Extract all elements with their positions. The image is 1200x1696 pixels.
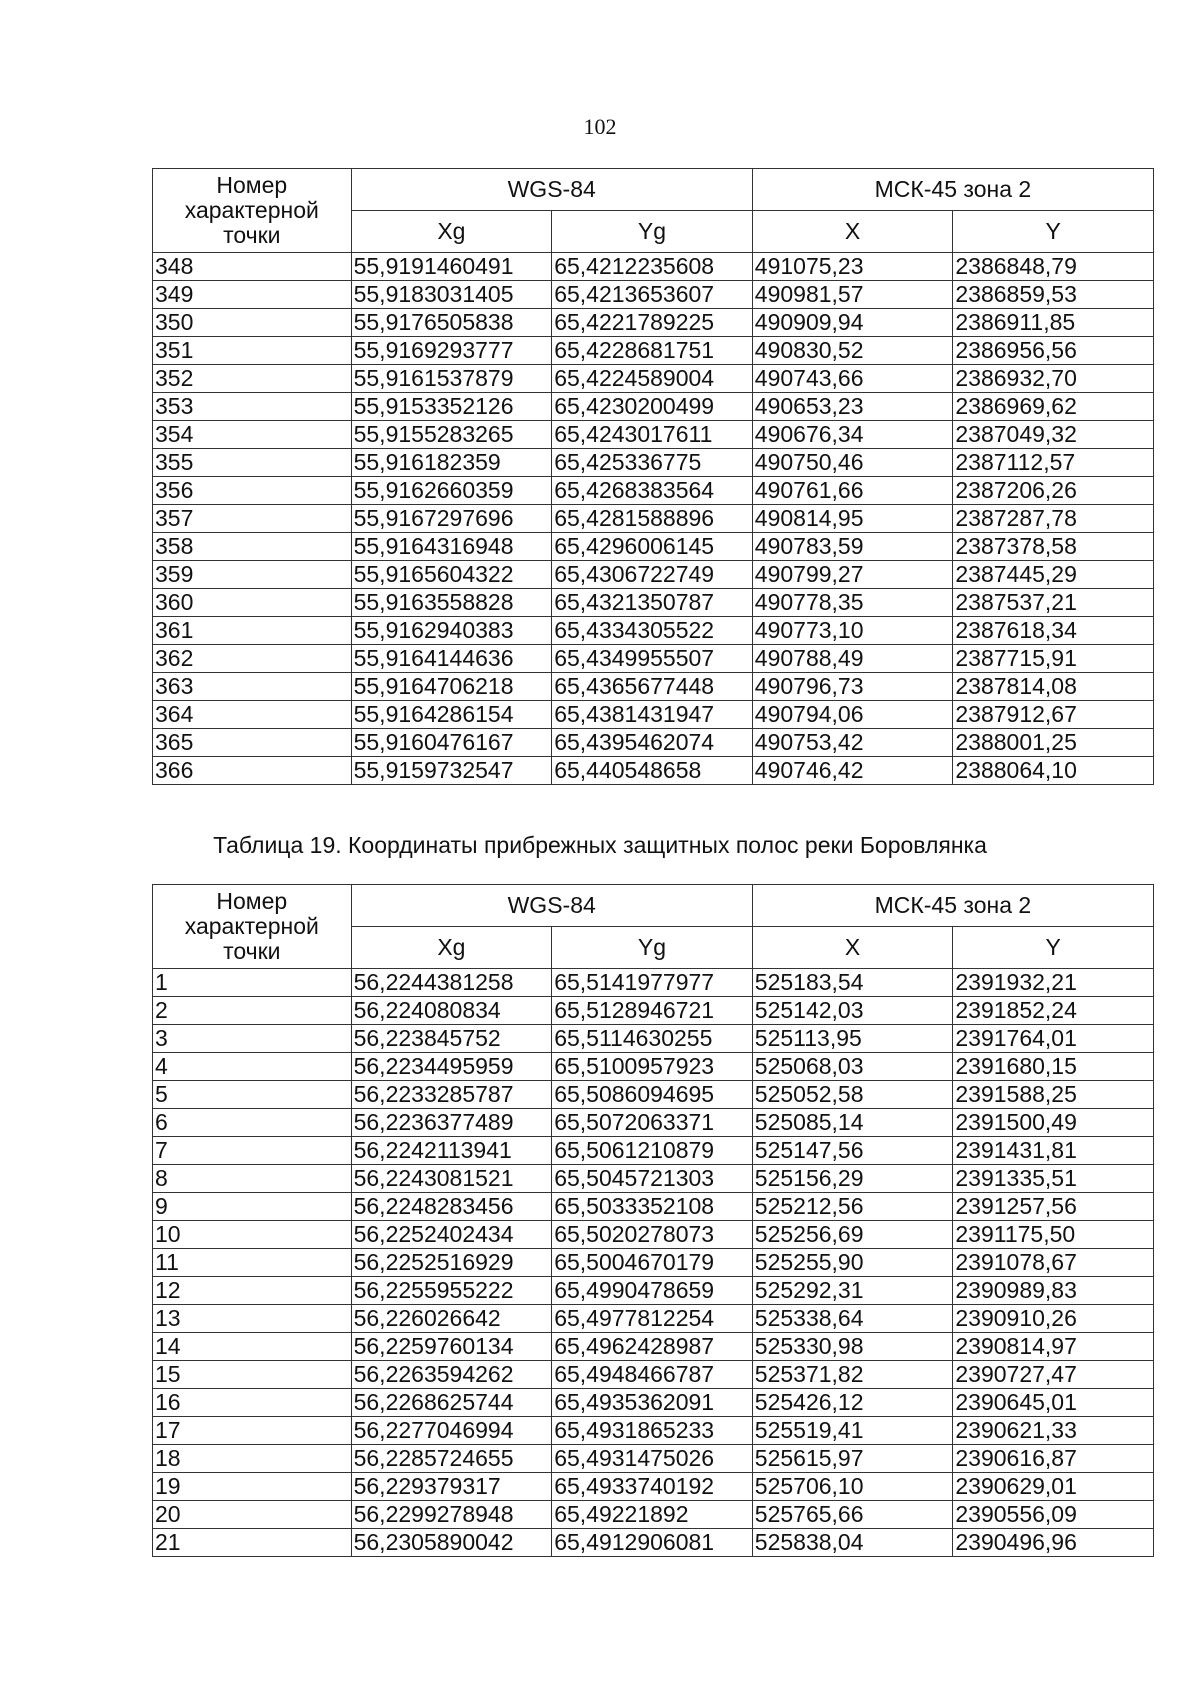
point-number-cell: 361 [153, 617, 352, 645]
x-cell: 490773,10 [752, 617, 953, 645]
xg-cell: 56,2233285787 [351, 1081, 552, 1109]
header-y: Y [953, 211, 1154, 253]
table-row [153, 505, 1154, 533]
y-cell: 2387537,21 [953, 589, 1154, 617]
x-cell: 490743,66 [752, 365, 953, 393]
header-x: X [752, 927, 953, 969]
yg-cell: 65,4931865233 [552, 1417, 753, 1445]
xg-cell: 55,9169293777 [351, 337, 552, 365]
x-cell: 490788,49 [752, 645, 953, 673]
yg-cell: 65,5072063371 [552, 1109, 753, 1137]
point-number-cell: 349 [153, 281, 352, 309]
point-number-cell: 356 [153, 477, 352, 505]
page-number: 102 [583, 114, 617, 139]
y-cell: 2391932,21 [953, 969, 1154, 997]
table-row [153, 309, 1154, 337]
x-cell: 525615,97 [752, 1445, 953, 1473]
xg-cell: 56,2252516929 [351, 1249, 552, 1277]
y-cell: 2387206,26 [953, 477, 1154, 505]
point-number-cell: 18 [153, 1445, 352, 1473]
point-number-cell: 363 [153, 673, 352, 701]
header-xg: Xg [351, 927, 552, 969]
header-y: Y [953, 927, 1154, 969]
header-xg: Xg [351, 211, 552, 253]
yg-cell: 65,4381431947 [552, 701, 753, 729]
point-number-cell: 350 [153, 309, 352, 337]
table-row [153, 1109, 1154, 1137]
point-number-cell: 365 [153, 729, 352, 757]
y-cell: 2387112,57 [953, 449, 1154, 477]
yg-cell: 65,4213653607 [552, 281, 753, 309]
y-cell: 2387287,78 [953, 505, 1154, 533]
table-row [153, 997, 1154, 1025]
table-row [153, 533, 1154, 561]
y-cell: 2386859,53 [953, 281, 1154, 309]
y-cell: 2386848,79 [953, 253, 1154, 281]
table-row [153, 561, 1154, 589]
yg-cell: 65,4990478659 [552, 1277, 753, 1305]
yg-cell: 65,4365677448 [552, 673, 753, 701]
xg-cell: 56,2236377489 [351, 1109, 552, 1137]
point-number-cell: 355 [153, 449, 352, 477]
y-cell: 2387715,91 [953, 645, 1154, 673]
x-cell: 525156,29 [752, 1165, 953, 1193]
table-row [153, 1249, 1154, 1277]
yg-cell: 65,5128946721 [552, 997, 753, 1025]
x-cell: 490796,73 [752, 673, 953, 701]
y-cell: 2390556,09 [953, 1501, 1154, 1529]
header-yg: Yg [552, 211, 753, 253]
header-yg: Yg [552, 927, 753, 969]
y-cell: 2391680,15 [953, 1053, 1154, 1081]
yg-cell: 65,4334305522 [552, 617, 753, 645]
xg-cell: 56,2248283456 [351, 1193, 552, 1221]
x-cell: 525147,56 [752, 1137, 953, 1165]
table-row [153, 1165, 1154, 1193]
xg-cell: 55,9159732547 [351, 757, 552, 785]
x-cell: 525838,04 [752, 1529, 953, 1557]
xg-cell: 55,9176505838 [351, 309, 552, 337]
xg-cell: 55,9163558828 [351, 589, 552, 617]
table-row [153, 673, 1154, 701]
x-cell: 525142,03 [752, 997, 953, 1025]
point-number-cell: 13 [153, 1305, 352, 1333]
point-number-cell: 16 [153, 1389, 352, 1417]
xg-cell: 56,226026642 [351, 1305, 552, 1333]
x-cell: 490794,06 [752, 701, 953, 729]
xg-cell: 56,2299278948 [351, 1501, 552, 1529]
table-row [153, 1445, 1154, 1473]
y-cell: 2390496,96 [953, 1529, 1154, 1557]
yg-cell: 65,4212235608 [552, 253, 753, 281]
y-cell: 2390616,87 [953, 1445, 1154, 1473]
x-cell: 491075,23 [752, 253, 953, 281]
x-cell: 525085,14 [752, 1109, 953, 1137]
xg-cell: 56,2243081521 [351, 1165, 552, 1193]
y-cell: 2387618,34 [953, 617, 1154, 645]
point-number-cell: 8 [153, 1165, 352, 1193]
yg-cell: 65,5100957923 [552, 1053, 753, 1081]
y-cell: 2391764,01 [953, 1025, 1154, 1053]
table-row [153, 1137, 1154, 1165]
header-x: X [752, 211, 953, 253]
xg-cell: 56,2252402434 [351, 1221, 552, 1249]
x-cell: 525338,64 [752, 1305, 953, 1333]
x-cell: 525519,41 [752, 1417, 953, 1445]
x-cell: 490814,95 [752, 505, 953, 533]
y-cell: 2386932,70 [953, 365, 1154, 393]
xg-cell: 56,2305890042 [351, 1529, 552, 1557]
xg-cell: 55,9161537879 [351, 365, 552, 393]
table-row [153, 393, 1154, 421]
x-cell: 525052,58 [752, 1081, 953, 1109]
xg-cell: 56,2244381258 [351, 969, 552, 997]
yg-cell: 65,4948466787 [552, 1361, 753, 1389]
table-row [153, 1501, 1154, 1529]
yg-cell: 65,4912906081 [552, 1529, 753, 1557]
point-number-cell: 353 [153, 393, 352, 421]
xg-cell: 56,2285724655 [351, 1445, 552, 1473]
point-number-cell: 17 [153, 1417, 352, 1445]
point-number-cell: 359 [153, 561, 352, 589]
xg-cell: 56,2259760134 [351, 1333, 552, 1361]
y-cell: 2386956,56 [953, 337, 1154, 365]
table-row [153, 281, 1154, 309]
point-number-cell: 352 [153, 365, 352, 393]
table-row [153, 421, 1154, 449]
y-cell: 2387378,58 [953, 533, 1154, 561]
xg-cell: 55,9164286154 [351, 701, 552, 729]
yg-cell: 65,4281588896 [552, 505, 753, 533]
point-number-cell: 358 [153, 533, 352, 561]
y-cell: 2387049,32 [953, 421, 1154, 449]
x-cell: 490676,34 [752, 421, 953, 449]
x-cell: 490653,23 [752, 393, 953, 421]
x-cell: 525371,82 [752, 1361, 953, 1389]
xg-cell: 55,9153352126 [351, 393, 552, 421]
point-number-cell: 366 [153, 757, 352, 785]
table-row [153, 1361, 1154, 1389]
x-cell: 490799,27 [752, 561, 953, 589]
coordinates-table-1 [152, 168, 1154, 785]
yg-cell: 65,4977812254 [552, 1305, 753, 1333]
table-row [153, 1333, 1154, 1361]
table-row [153, 757, 1154, 785]
x-cell: 490981,57 [752, 281, 953, 309]
xg-cell: 55,9164144636 [351, 645, 552, 673]
xg-cell: 55,9164316948 [351, 533, 552, 561]
x-cell: 525330,98 [752, 1333, 953, 1361]
table-row [153, 449, 1154, 477]
yg-cell: 65,5033352108 [552, 1193, 753, 1221]
point-number-cell: 2 [153, 997, 352, 1025]
yg-cell: 65,5045721303 [552, 1165, 753, 1193]
xg-cell: 55,916182359 [351, 449, 552, 477]
point-number-cell: 12 [153, 1277, 352, 1305]
x-cell: 525765,66 [752, 1501, 953, 1529]
y-cell: 2386911,85 [953, 309, 1154, 337]
coordinates-table-2 [152, 884, 1154, 1557]
table-row [153, 477, 1154, 505]
point-number-cell: 10 [153, 1221, 352, 1249]
table-row [153, 1025, 1154, 1053]
y-cell: 2387814,08 [953, 673, 1154, 701]
point-number-cell: 351 [153, 337, 352, 365]
x-cell: 525255,90 [752, 1249, 953, 1277]
y-cell: 2386969,62 [953, 393, 1154, 421]
xg-cell: 56,2263594262 [351, 1361, 552, 1389]
y-cell: 2390645,01 [953, 1389, 1154, 1417]
yg-cell: 65,4230200499 [552, 393, 753, 421]
point-number-cell: 357 [153, 505, 352, 533]
x-cell: 490783,59 [752, 533, 953, 561]
xg-cell: 56,2234495959 [351, 1053, 552, 1081]
y-cell: 2387912,67 [953, 701, 1154, 729]
x-cell: 525292,31 [752, 1277, 953, 1305]
xg-cell: 55,9165604322 [351, 561, 552, 589]
yg-cell: 65,5141977977 [552, 969, 753, 997]
point-number-cell: 354 [153, 421, 352, 449]
y-cell: 2391588,25 [953, 1081, 1154, 1109]
point-number-cell: 1 [153, 969, 352, 997]
yg-cell: 65,4243017611 [552, 421, 753, 449]
xg-cell: 55,9160476167 [351, 729, 552, 757]
table-row [153, 617, 1154, 645]
header-point-number: Номер характерной точки [153, 885, 352, 969]
point-number-cell: 20 [153, 1501, 352, 1529]
x-cell: 525183,54 [752, 969, 953, 997]
xg-cell: 56,2255955222 [351, 1277, 552, 1305]
yg-cell: 65,4268383564 [552, 477, 753, 505]
point-number-cell: 6 [153, 1109, 352, 1137]
y-cell: 2391852,24 [953, 997, 1154, 1025]
xg-cell: 55,9162940383 [351, 617, 552, 645]
yg-cell: 65,4296006145 [552, 533, 753, 561]
x-cell: 525426,12 [752, 1389, 953, 1417]
xg-cell: 55,9167297696 [351, 505, 552, 533]
point-number-cell: 3 [153, 1025, 352, 1053]
x-cell: 525212,56 [752, 1193, 953, 1221]
y-cell: 2390989,83 [953, 1277, 1154, 1305]
y-cell: 2391431,81 [953, 1137, 1154, 1165]
table-row [153, 253, 1154, 281]
y-cell: 2390910,26 [953, 1305, 1154, 1333]
x-cell: 490761,66 [752, 477, 953, 505]
header-point-number: Номер характерной точки [153, 169, 352, 253]
x-cell: 490746,42 [752, 757, 953, 785]
xg-cell: 56,223845752 [351, 1025, 552, 1053]
y-cell: 2391500,49 [953, 1109, 1154, 1137]
point-number-cell: 348 [153, 253, 352, 281]
yg-cell: 65,4221789225 [552, 309, 753, 337]
point-number-cell: 19 [153, 1473, 352, 1501]
x-cell: 490750,46 [752, 449, 953, 477]
y-cell: 2388001,25 [953, 729, 1154, 757]
table-row [153, 1389, 1154, 1417]
xg-cell: 55,9164706218 [351, 673, 552, 701]
table-row [153, 969, 1154, 997]
y-cell: 2388064,10 [953, 757, 1154, 785]
table-row [153, 701, 1154, 729]
xg-cell: 55,9183031405 [351, 281, 552, 309]
yg-cell: 65,4395462074 [552, 729, 753, 757]
yg-cell: 65,5086094695 [552, 1081, 753, 1109]
xg-cell: 56,2277046994 [351, 1417, 552, 1445]
table-row [153, 1053, 1154, 1081]
yg-cell: 65,4349955507 [552, 645, 753, 673]
yg-cell: 65,4224589004 [552, 365, 753, 393]
point-number-cell: 21 [153, 1529, 352, 1557]
point-number-cell: 11 [153, 1249, 352, 1277]
x-cell: 490909,94 [752, 309, 953, 337]
point-number-cell: 7 [153, 1137, 352, 1165]
yg-cell: 65,4935362091 [552, 1389, 753, 1417]
point-number-cell: 14 [153, 1333, 352, 1361]
table-row [153, 1529, 1154, 1557]
table-row [153, 1417, 1154, 1445]
y-cell: 2391335,51 [953, 1165, 1154, 1193]
xg-cell: 55,9191460491 [351, 253, 552, 281]
yg-cell: 65,4306722749 [552, 561, 753, 589]
table-row [153, 589, 1154, 617]
yg-cell: 65,4931475026 [552, 1445, 753, 1473]
yg-cell: 65,5020278073 [552, 1221, 753, 1249]
y-cell: 2390814,97 [953, 1333, 1154, 1361]
table-row [153, 1305, 1154, 1333]
y-cell: 2390727,47 [953, 1361, 1154, 1389]
point-number-cell: 360 [153, 589, 352, 617]
table-row [153, 1193, 1154, 1221]
x-cell: 525706,10 [752, 1473, 953, 1501]
yg-cell: 65,4962428987 [552, 1333, 753, 1361]
point-number-cell: 9 [153, 1193, 352, 1221]
y-cell: 2391175,50 [953, 1221, 1154, 1249]
y-cell: 2390629,01 [953, 1473, 1154, 1501]
yg-cell: 65,4933740192 [552, 1473, 753, 1501]
xg-cell: 56,2242113941 [351, 1137, 552, 1165]
y-cell: 2391257,56 [953, 1193, 1154, 1221]
xg-cell: 56,229379317 [351, 1473, 552, 1501]
table-row [153, 1277, 1154, 1305]
header-wgs84: WGS-84 [351, 885, 752, 927]
x-cell: 525256,69 [752, 1221, 953, 1249]
xg-cell: 55,9155283265 [351, 421, 552, 449]
point-number-cell: 364 [153, 701, 352, 729]
x-cell: 490830,52 [752, 337, 953, 365]
yg-cell: 65,4228681751 [552, 337, 753, 365]
yg-cell: 65,440548658 [552, 757, 753, 785]
y-cell: 2391078,67 [953, 1249, 1154, 1277]
point-number-cell: 4 [153, 1053, 352, 1081]
header-wgs84: WGS-84 [351, 169, 752, 211]
point-number-cell: 362 [153, 645, 352, 673]
xg-cell: 56,2268625744 [351, 1389, 552, 1417]
y-cell: 2390621,33 [953, 1417, 1154, 1445]
yg-cell: 65,4321350787 [552, 589, 753, 617]
table-caption: Таблица 19. Координаты прибрежных защитных полос реки Боровлянка [213, 832, 987, 858]
header-msk: МСК-45 зона 2 [752, 885, 1153, 927]
xg-cell: 55,9162660359 [351, 477, 552, 505]
yg-cell: 65,5061210879 [552, 1137, 753, 1165]
table-row [153, 645, 1154, 673]
table-row [153, 1221, 1154, 1249]
table-row [153, 337, 1154, 365]
table-row [153, 729, 1154, 757]
yg-cell: 65,425336775 [552, 449, 753, 477]
x-cell: 490753,42 [752, 729, 953, 757]
table-row [153, 365, 1154, 393]
x-cell: 490778,35 [752, 589, 953, 617]
yg-cell: 65,5114630255 [552, 1025, 753, 1053]
table-row [153, 1473, 1154, 1501]
y-cell: 2387445,29 [953, 561, 1154, 589]
header-msk: МСК-45 зона 2 [752, 169, 1153, 211]
x-cell: 525068,03 [752, 1053, 953, 1081]
point-number-cell: 5 [153, 1081, 352, 1109]
x-cell: 525113,95 [752, 1025, 953, 1053]
yg-cell: 65,49221892 [552, 1501, 753, 1529]
table-row [153, 1081, 1154, 1109]
yg-cell: 65,5004670179 [552, 1249, 753, 1277]
xg-cell: 56,224080834 [351, 997, 552, 1025]
point-number-cell: 15 [153, 1361, 352, 1389]
